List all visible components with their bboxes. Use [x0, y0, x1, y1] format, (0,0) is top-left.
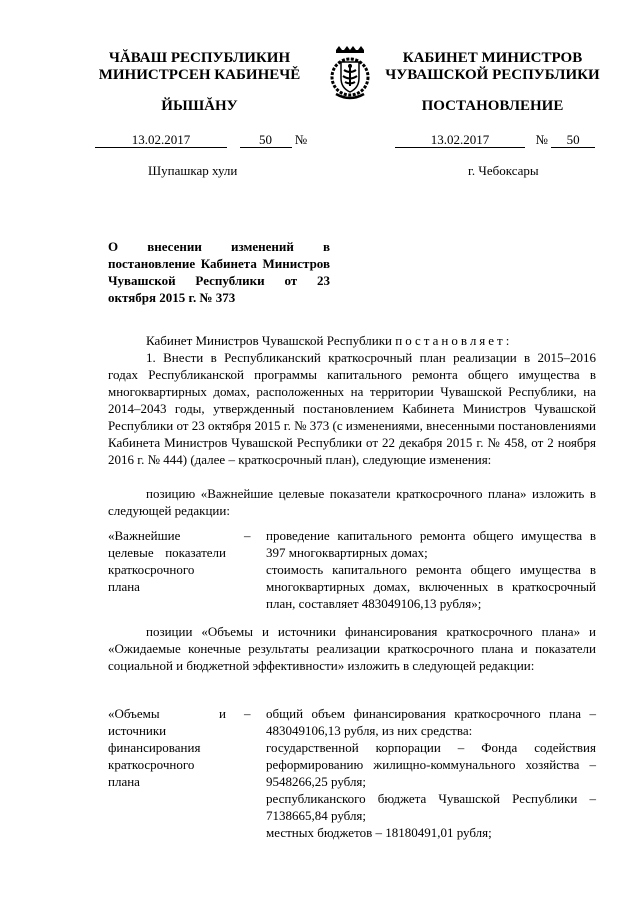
date-left: 13.02.2017 — [95, 133, 227, 148]
intro-verb: постановляет: — [395, 333, 513, 348]
table2-right — [266, 705, 596, 841]
org-name-russian — [385, 50, 600, 84]
place-chuvash: Шупашкар хули — [148, 163, 238, 178]
table2-right-line2: государственной корпорации – Фонда содействия реформированию жилищно-коммунального хозяйства – 9548266,25 рубля; — [266, 740, 596, 789]
document-title: О внесении изменений в постановление Кабинета Министров Чувашской Республики от 23 октября 2015 г. № 373 — [108, 239, 330, 305]
date-number-row-left — [95, 133, 307, 148]
table2-right-line4: местных бюджетов – 18180491,01 рубля; — [266, 825, 492, 840]
number-sign-left: № — [294, 132, 308, 147]
doc-type-chuvash: ЙЫШĂНУ — [161, 98, 238, 114]
doc-type-russian: ПОСТАНОВЛЕНИЕ — [421, 98, 564, 114]
intro-prefix: Кабинет Министров Чувашской Республики — [146, 333, 396, 348]
number-left: 50 — [240, 133, 292, 148]
positions-intro-paragraph: позиции «Объемы и источники финансирования краткосрочного плана» и «Ожидаемые конечные результаты реализации краткосрочного плана и показатели социальной и бюджетной эффективности» изложить в следующей редакции: — [108, 624, 596, 673]
date-number-row-right — [395, 133, 595, 148]
org-name-russian-line1: КАБИНЕТ МИНИСТРОВ — [402, 50, 583, 66]
table2-dash: – — [244, 706, 251, 721]
table1-right — [266, 527, 596, 612]
coat-of-arms-icon — [328, 46, 372, 102]
table1-right-line1: проведение капитального ремонта общего имущества в 397 многоквартирных домах; — [266, 528, 596, 560]
number-sign-right: № — [535, 132, 548, 147]
number-right: 50 — [551, 133, 595, 148]
org-name-chuvash-line2: МИНИСТРСЕН КАБИНЕЧĚ — [98, 67, 301, 83]
item-1-paragraph: 1. Внести в Республиканский краткосрочный план реализации в 2015–2016 годах Республиканской программы капитального ремонта общего имущества в многоквартирных домах, расположенных на территории Чувашской Республики, на 2014–2043 годы, утвержденный постановлением Кабинета Министров Чувашской Республики от 23 октября 2015 г. № 373 (с изменениями, внесенными постановлениями Кабинета Министров Чувашской Республики от 22 декабря 2015 г. № 458, от 2 ноября 2016 г. № 444) (далее – краткосрочный план), следующие изменения: — [108, 350, 596, 467]
intro-paragraph — [108, 332, 596, 349]
table2-left-label: «Объемы и источники финансирования краткосрочного плана — [108, 706, 226, 789]
place-russian: г. Чебоксары — [468, 163, 539, 178]
table1-left-label: «Важнейшие целевые показатели краткосрочного плана — [108, 528, 226, 594]
table2-right-line1: общий объем финансирования краткосрочного плана – 483049106,13 рубля, из них средства: — [266, 706, 596, 738]
date-right: 13.02.2017 — [395, 133, 525, 148]
table1-dash: – — [244, 528, 251, 543]
org-name-chuvash-line1: ЧĂВАШ РЕСПУБЛИКИН — [108, 50, 291, 66]
table1-right-line2: стоимость капитального ремонта общего имущества в многоквартирных домах, включенных в краткосрочный план, составляет 483049106,13 рубля»; — [266, 562, 596, 611]
position-intro-paragraph: позицию «Важнейшие целевые показатели краткосрочного плана» изложить в следующей редакции: — [108, 486, 596, 518]
org-name-chuvash — [92, 50, 307, 84]
table2-right-line3: республиканского бюджета Чувашской Республики – 7138665,84 рубля; — [266, 791, 596, 823]
org-name-russian-line2: ЧУВАШСКОЙ РЕСПУБЛИКИ — [385, 67, 600, 83]
